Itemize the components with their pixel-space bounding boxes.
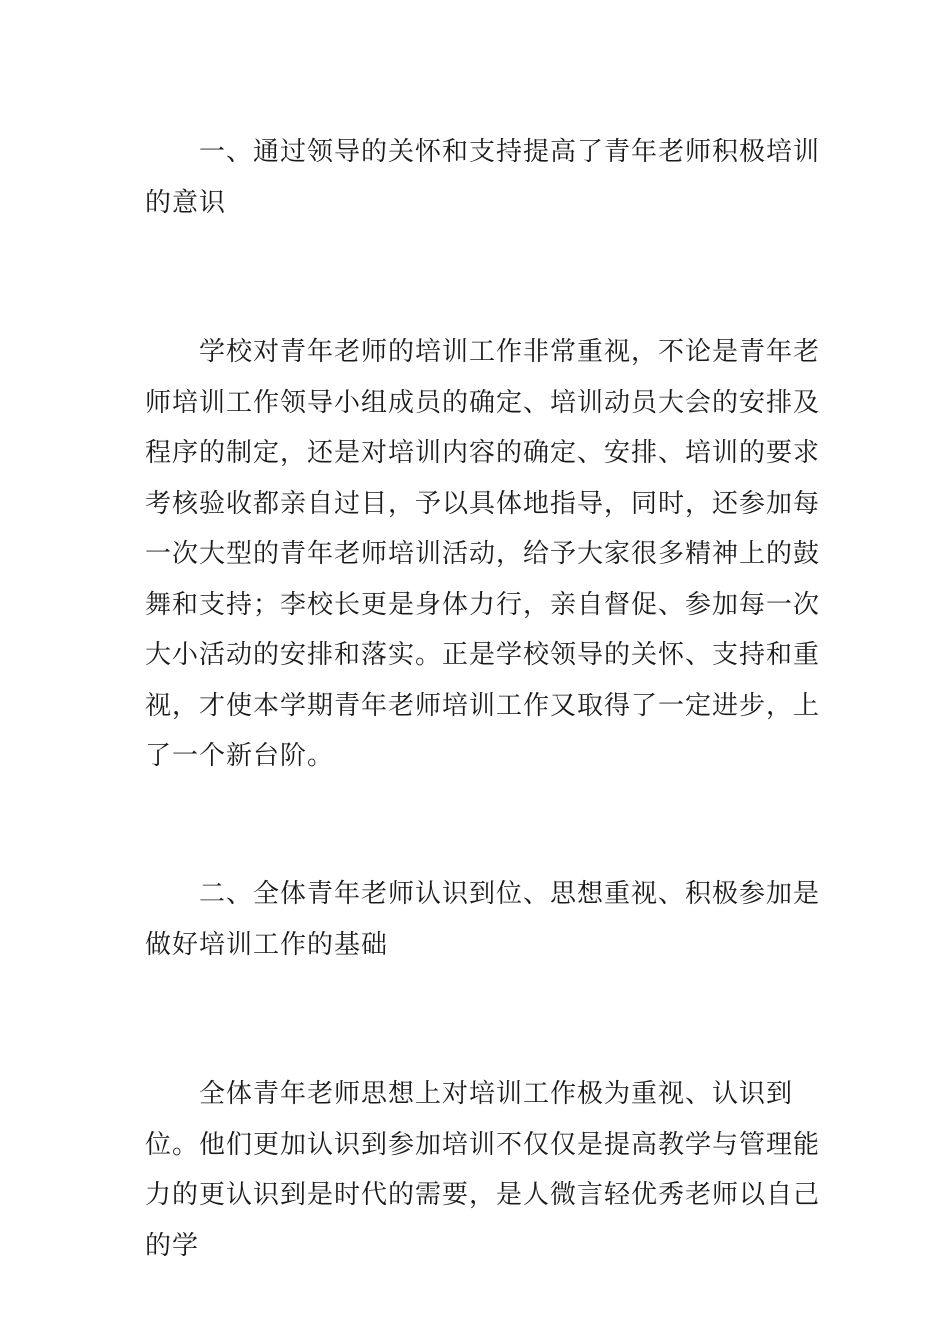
section-heading-1: 一、通过领导的关怀和支持提高了青年老师积极培训的意识 (145, 137, 821, 218)
section-heading-2: 二、全体青年老师认识到位、思想重视、积极参加是做好培训工作的基础 (145, 879, 821, 960)
body-paragraph-1: 学校对青年老师的培训工作非常重视，不论是青年老师培训工作领导小组成员的确定、培训动员大会的安排及程序的制定，还是对培训内容的确定、安排、培训的要求考核验收都亲自过目，予以具体地指导，同时，还参加每一次大型的青年老师培训活动，给予大家很多精神上的鼓舞和支持；李校长更是身体力行，亲自督促、参加每一次大小活动的安排和落实。正是学校领导的关怀、支持和重视，才使本学期青年老师培训工作又取得了一定进步，上了一个新台阶。 (145, 337, 821, 771)
body-paragraph-2: 全体青年老师思想上对培训工作极为重视、认识到位。他们更加认识到参加培训不仅仅是提高教学与管理能力的更认识到是时代的需要，是人微言轻优秀老师以自己的学 (145, 1079, 821, 1261)
